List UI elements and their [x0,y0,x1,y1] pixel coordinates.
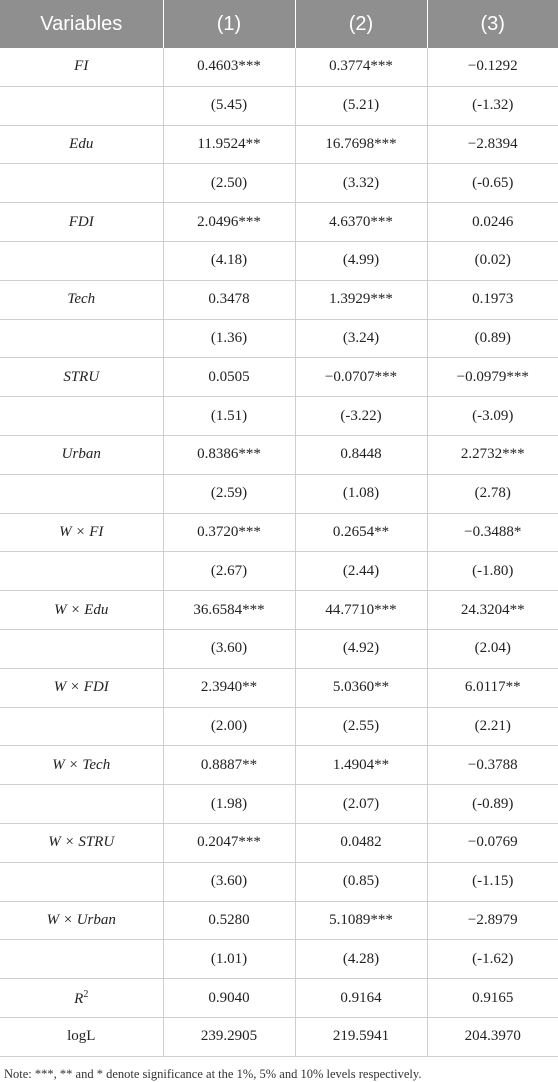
tstat-cell: (1.36) [163,319,295,358]
coef-cell: 0.0505 [163,358,295,397]
tstat-cell: (2.78) [427,474,558,513]
variable-label: W × Urban [0,901,163,940]
coef-cell: −0.1292 [427,48,558,86]
empty-cell [0,164,163,203]
tstat-cell: (2.67) [163,552,295,591]
tstat-row [0,707,558,746]
coef-row [0,435,558,474]
coef-cell: 2.3940** [163,668,295,707]
header-model-1: (1) [163,0,295,48]
empty-cell [0,707,163,746]
variable-label: W × FDI [0,668,163,707]
tstat-cell: (2.50) [163,164,295,203]
coef-row [0,48,558,86]
variable-label: FDI [0,203,163,242]
tstat-cell: (0.02) [427,241,558,280]
tstat-row [0,940,558,979]
tstat-cell: (2.00) [163,707,295,746]
variable-label: W × Edu [0,591,163,630]
logl-row [0,1017,558,1056]
tstat-cell: (2.55) [295,707,427,746]
table-header-row [0,0,558,48]
tstat-row [0,552,558,591]
coef-cell: 36.6584*** [163,591,295,630]
r2-label: $R^2$ [0,979,163,1018]
coef-row [0,125,558,164]
coef-cell: 0.5280 [163,901,295,940]
coef-cell: 0.0246 [427,203,558,242]
r2-value-3: 0.9165 [427,979,558,1018]
coef-cell: 1.3929*** [295,280,427,319]
logl-value-2: 219.5941 [295,1017,427,1056]
empty-cell [0,319,163,358]
coef-cell: −0.3788 [427,746,558,785]
tstat-row [0,86,558,125]
tstat-row [0,862,558,901]
coef-cell: 2.2732*** [427,435,558,474]
tstat-cell: (1.01) [163,940,295,979]
variable-label: Tech [0,280,163,319]
tstat-row [0,164,558,203]
coef-row [0,358,558,397]
empty-cell [0,940,163,979]
tstat-cell: (2.44) [295,552,427,591]
coef-cell: −0.3488* [427,513,558,552]
coef-cell: 6.0117** [427,668,558,707]
r2-value-1: 0.9040 [163,979,295,1018]
coef-cell: 4.6370*** [295,203,427,242]
coef-cell: −0.0707*** [295,358,427,397]
empty-cell [0,397,163,436]
tstat-cell: (-1.62) [427,940,558,979]
coef-cell: 0.2654** [295,513,427,552]
tstat-cell: (0.85) [295,862,427,901]
tstat-cell: (-3.22) [295,397,427,436]
coef-row [0,668,558,707]
coef-cell: 0.8448 [295,435,427,474]
coef-cell: 0.8386*** [163,435,295,474]
tstat-cell: (3.60) [163,862,295,901]
coef-cell: 0.8887** [163,746,295,785]
coef-cell: 16.7698*** [295,125,427,164]
coef-cell: 44.7710*** [295,591,427,630]
coef-cell: 0.3720*** [163,513,295,552]
empty-cell [0,474,163,513]
coef-row [0,823,558,862]
tstat-cell: (2.07) [295,785,427,824]
logl-value-3: 204.3970 [427,1017,558,1056]
coef-cell: 1.4904** [295,746,427,785]
header-model-2: (2) [295,0,427,48]
coef-cell: 24.3204** [427,591,558,630]
logl-value-1: 239.2905 [163,1017,295,1056]
tstat-cell: (3.24) [295,319,427,358]
coef-cell: −2.8979 [427,901,558,940]
variable-label: W × FI [0,513,163,552]
tstat-row [0,785,558,824]
tstat-cell: (-0.89) [427,785,558,824]
table-note: Note: ***, ** and * denote significance at the 1%, 5% and 10% levels respectively. [4,1066,422,1081]
coef-row [0,203,558,242]
tstat-cell: (0.89) [427,319,558,358]
tstat-cell: (-3.09) [427,397,558,436]
variable-label: W × STRU [0,823,163,862]
coef-row [0,280,558,319]
coef-row [0,591,558,630]
coef-cell: 0.4603*** [163,48,295,86]
coef-cell: 0.2047*** [163,823,295,862]
tstat-cell: (4.92) [295,629,427,668]
empty-cell [0,552,163,591]
coef-cell: −2.8394 [427,125,558,164]
coef-cell: −0.0979*** [427,358,558,397]
logl-label: logL [0,1017,163,1056]
tstat-cell: (1.98) [163,785,295,824]
tstat-cell: (2.04) [427,629,558,668]
variable-label: W × Tech [0,746,163,785]
coef-cell: 5.0360** [295,668,427,707]
tstat-cell: (3.32) [295,164,427,203]
coef-cell: 2.0496*** [163,203,295,242]
coef-cell: 0.3774*** [295,48,427,86]
r2-row [0,979,558,1018]
coef-cell: 0.3478 [163,280,295,319]
tstat-cell: (1.51) [163,397,295,436]
header-variables: Variables [0,0,163,48]
tstat-cell: (4.28) [295,940,427,979]
coef-cell: 0.0482 [295,823,427,862]
tstat-cell: (4.99) [295,241,427,280]
tstat-cell: (2.59) [163,474,295,513]
tstat-row [0,397,558,436]
tstat-row [0,474,558,513]
empty-cell [0,629,163,668]
tstat-cell: (1.08) [295,474,427,513]
tstat-cell: (2.21) [427,707,558,746]
tstat-row [0,241,558,280]
tstat-cell: (5.45) [163,86,295,125]
tstat-row [0,319,558,358]
variable-label: Urban [0,435,163,474]
tstat-cell: (-1.32) [427,86,558,125]
tstat-cell: (5.21) [295,86,427,125]
tstat-row [0,629,558,668]
empty-cell [0,86,163,125]
header-model-3: (3) [427,0,558,48]
empty-cell [0,241,163,280]
coef-cell: 5.1089*** [295,901,427,940]
coef-row [0,901,558,940]
coef-cell: −0.0769 [427,823,558,862]
empty-cell [0,785,163,824]
tstat-cell: (-1.15) [427,862,558,901]
coef-row [0,513,558,552]
variable-label: STRU [0,358,163,397]
r2-value-2: 0.9164 [295,979,427,1018]
coef-row [0,746,558,785]
empty-cell [0,862,163,901]
tstat-cell: (3.60) [163,629,295,668]
variable-label: FI [0,48,163,86]
coef-cell: 0.1973 [427,280,558,319]
variable-label: Edu [0,125,163,164]
table-body [0,48,558,1056]
tstat-cell: (-1.80) [427,552,558,591]
tstat-cell: (4.18) [163,241,295,280]
tstat-cell: (-0.65) [427,164,558,203]
coef-cell: 11.9524** [163,125,295,164]
